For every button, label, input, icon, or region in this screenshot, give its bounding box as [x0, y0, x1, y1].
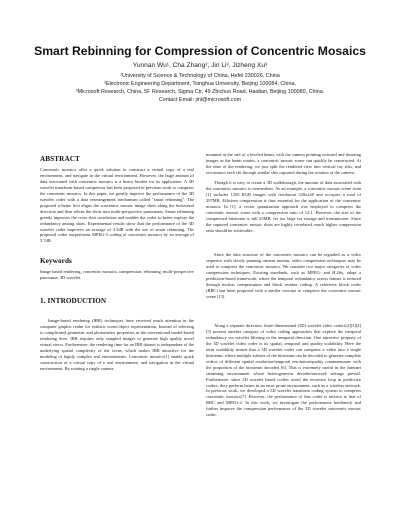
- author-list: Yunnan Wu¹, Cha Zhang², Jin Li³, Jizheng Xu³: [132, 62, 268, 69]
- right-paragraph-3: Since the data structure of the concentric mosaics can be regarded as a video sequence with slowly panning camera motion, video compression techniques may be used to compress the concentric mosaics. We consider two major categories of video compression techniques. Existing standards, such as MPEG- and H.26x, adopt a prediction-based framework, where the temporal redundancy across frames is reduced through motion compensation and block residue coding. A reference block coder (RBC) has been proposed with a similar concept to compress the concentric mosaic scene [13].: [206, 252, 361, 299]
- right-paragraph-2: Though it is easy to create a 3D walkthrough, the amount of data associated with the concentric mosaics is tremendous. As an example, a concentric mosaic scene from [1] includes 1350 RGB images with resolution 320x240 and occupies a total of 297MB. Efficient compression is thus essential for the application of the concentric mosaics. In [1], a vector quantization approach was employed to compress the concentric mosaic scene with a compression ratio of 12:1. However, the size of the compressed bitstream is still 25MB, far too large for storage and transmission. Since the captured concentric mosaic shots are highly correlated, much higher compression ratio should be achievable.: [206, 180, 361, 233]
- introduction-text: Image-based rendering (IBR) techniques have received much attention in the computer graphic realm for realistic scene/object representation. Instead of referring to complicated geometric and photometric properties as the conventional model-based rendering does, IBR requires only sampled images to generate high quality novel virtual views. Furthermore, the rendering time for an IBR dataset is independent of the underlying spatial complexity of the scene, which makes IBR attractive for the modeling of highly complex real environments. Concentric mosaics[1] enable quick construction of a virtual copy of a real environment, and navigation in the virtual environment. By rotating a single camera: [40, 318, 194, 371]
- abstract-text: Concentric mosaics offer a quick solution to construct a virtual copy of a real environment, and navigate in the virtual environment. However, the huge amount of data associated with concentric mosaics is a heavy burden for its application. A 3D wavelet transform-based compressor has been proposed in previous work to compress the concentric mosaics. In this paper, we greatly improve the performance of the 3D wavelet coder with a data rearrangement mechanism called "smart rebinning". The proposed scheme first aligns the concentric mosaic image shots along the horizontal direction and then rebins the shots into multi-perspective panoramas. Smart rebinning greatly improves the cross shot correlation and enables the coder to better explore the redundancy among shots. Experimental results show that the performance of the 3D wavelet coder improves an average of 4.3dB with the use of smart rebinning. The proposed coder outperforms MPEG-2 coding of concentric mosaics by an average of 3.7dB.: [40, 167, 194, 244]
- keywords-text: Image based rendering, concentric mosaics, compression, rebinning, multi-perspective panorama, 3D wavelet.: [40, 269, 194, 280]
- introduction-heading: 1. INTRODUCTION: [40, 297, 107, 305]
- keywords-heading: Keywords: [40, 257, 72, 265]
- affiliation-2: ²Electronic Engineering Department, Tsinghua University, Beijing 100084, China,: [104, 81, 296, 87]
- paper-title: Smart Rebinning for Compression of Concentric Mosaics: [34, 44, 366, 58]
- abstract-heading: ABSTRACT: [40, 155, 80, 163]
- contact-email: Contact Email: jinl@microsoft.com: [158, 97, 242, 103]
- affiliation-1: ¹University of Science & Technology of China, Hefei 230026, China: [120, 73, 280, 79]
- right-paragraph-1: mounted at the end of a leveled beam, with the camera pointing outward and shooting images as the beam rotates, a concentric mosaic scene can quickly be constructed. At the time of the rendering, we just split the rendered view into vertical ray slits, and reconstruct each slit through similar slits captured during the rotation of the camera.: [206, 152, 361, 175]
- affiliation-3: ³Microsoft Research, China, 5F Research, Sigma Ctr, 49 Zhichun Road, Haidian, Beijing 100080, China.: [75, 89, 325, 95]
- right-paragraph-4: Along a separate direction, three-dimensional (3D) wavelet video coders[2][3][4][5] present another category of video coding approaches that explore the temporal redundancy via wavelet filtering in the temporal direction. One attractive property of the 3D wavelet video coder is its spatial, temporal and quality scalability. Here the term scalability means that a 3D wavelet coder can compress a video into a single bitstream, where multiple subsets of the bitstream can be decoded to generate complete videos of different spatial resolution/temporal resolution/quality commensurate with the proportion of the bitstream decoded [6]. This is extremely useful in the Internet streaming environment where heterogeneous decoder/network settings prevail. Furthermore, since 3D wavelet based coders avoid the recursive loop in predictive coders, they perform better in an error prone environment, such as a wireless network. In previous work, we developed a 3D wavelet transform coding system to compress concentric mosaics[7]. However, the performance of that coder is inferior to that of RBC and MPEG-2. In this work, we investigate the performance bottleneck and further improve the compression performance of the 3D wavelet concentric mosaic coder.: [206, 323, 361, 418]
